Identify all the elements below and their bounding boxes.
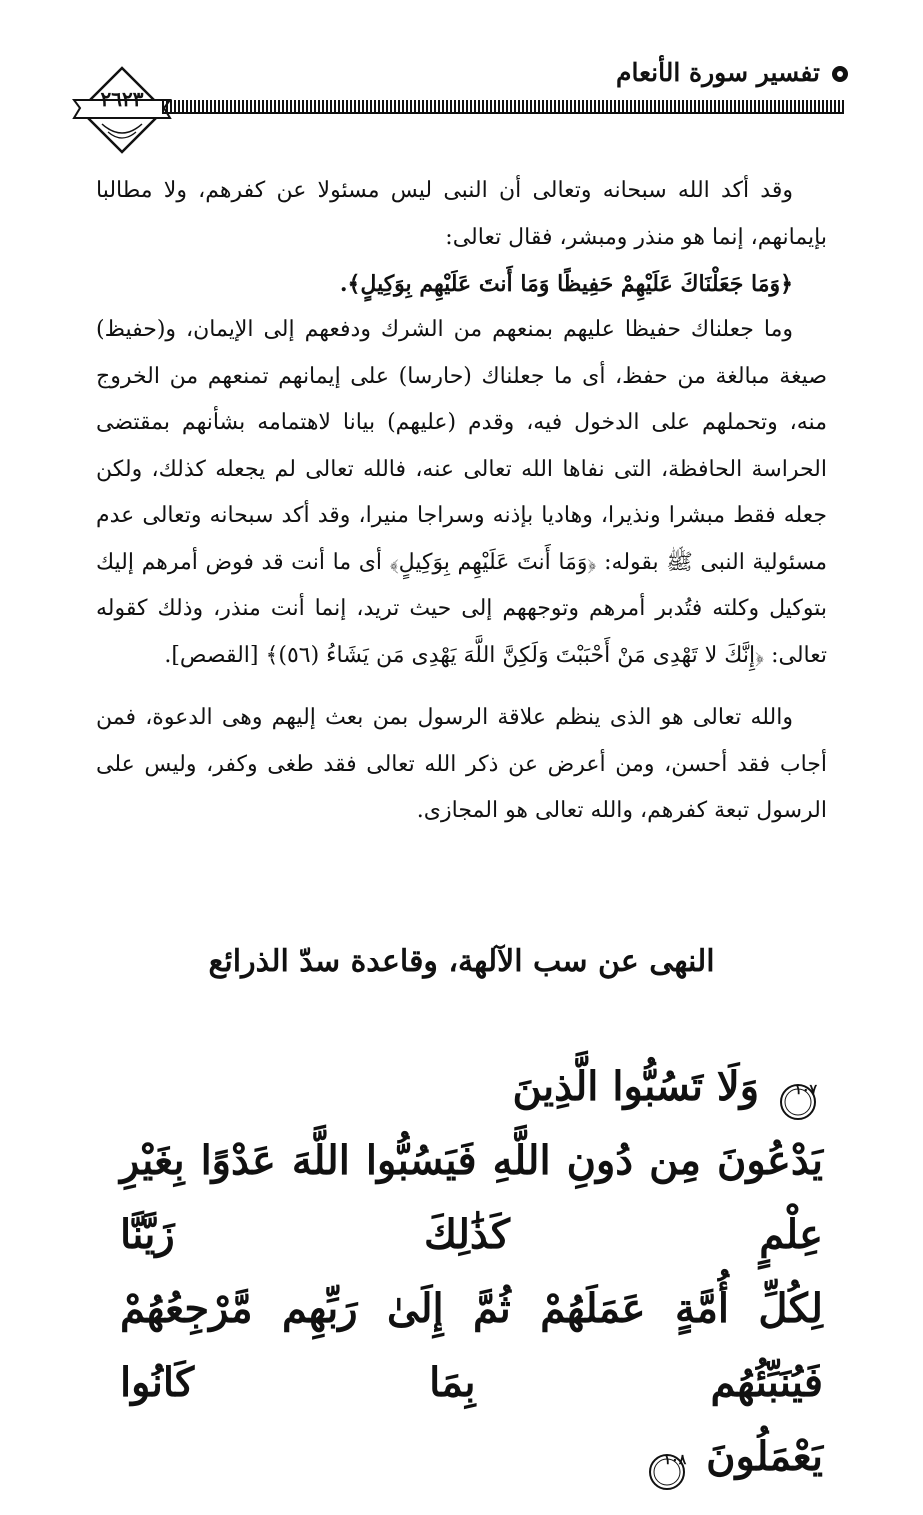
header-rule-line <box>162 112 844 114</box>
quran-line-4 <box>120 1420 823 1494</box>
ayah-marker <box>648 1441 686 1479</box>
page-number: ٢٦٢٣ <box>100 87 144 111</box>
quran-line-3: لِكُلِّ أُمَّةٍ عَمَلَهُمْ ثُمَّ إِلَىٰ رَبِّهِم مَّرْجِعُهُمْ فَيُنَبِّئُهُم بِمَا كَانُوا <box>120 1285 823 1406</box>
quran-text: وَلَا تَسُبُّوا الَّذِينَ <box>512 1063 760 1110</box>
section-title: النهى عن سب الآلهة، وقاعدة سدّ الذرائع <box>208 944 715 979</box>
quran-passage <box>120 1050 823 1494</box>
ayah-number: ١٠٨ <box>663 1452 687 1468</box>
paragraph-3: والله تعالى هو الذى ينظم علاقة الرسول بمن بعث إليهم وهى الدعوة، فمن أجاب فقد أحسن، ومن أعرض عن ذكر الله تعالى فقد طغى وكفر، وليس على الرسول تبعة كفرهم، والله تعالى هو المجازى. <box>96 705 827 823</box>
page-number-badge <box>72 62 172 162</box>
quoted-verse: ﴿وَمَا جَعَلْنَاكَ عَلَيْهِمْ حَفِيظًا وَمَا أَنتَ عَلَيْهِم بِوَكِيلٍ﴾. <box>339 271 793 297</box>
paragraph-1: وقد أكد الله سبحانه وتعالى أن النبى ليس مسئولا عن كفرهم، ولا مطالبا بإيمانهم، إنما هو منذر ومبشر، فقال تعالى: <box>96 178 827 250</box>
quran-text: يَعْمَلُونَ <box>706 1433 823 1480</box>
quran-line-2: يَدْعُونَ مِن دُونِ اللَّهِ فَيَسُبُّوا اللَّهَ عَدْوًا بِغَيْرِ عِلْمٍ كَذَٰلِكَ زَيَّنَّا <box>120 1137 823 1258</box>
header-rule <box>162 100 844 112</box>
page-header <box>72 52 862 162</box>
quran-line-1 <box>120 1050 823 1124</box>
body-text <box>96 168 827 835</box>
ayah-number: ١٠٧ <box>794 1082 817 1098</box>
paragraph-2: وما جعلناك حفيظا عليهم بمنعهم من الشرك ودفعهم إلى الإيمان، و(حفيظ) صيغة مبالغة من حفظ، أى ما جعلناك (حارسا) على إيمانهم تمنعهم من الخروج منه، وتحملهم على الدخول فيه، وقدم (عليهم) بيانا لاهتمامه بشأنهم بمقتضى الحراسة الحافظة، التى نفاها الله تعالى عنه، فالله تعالى لم يجعله كذلك، ولكن جعله فقط مبشرا ونذيرا، وهاديا بإذنه وسراجا منيرا، وقد أكد سبحانه وتعالى عدم مسئولية النبى ﷺ بقوله: ﴿وَمَا أَنتَ عَلَيْهِم بِوَكِيلٍ﴾ أى ما أنت قد فوض أمرهم إليك بتوكيل وكلته فتُدبر أمرهم وتوجههم إلى حيث تريد، إنما أنت منذر، وذلك كقوله تعالى: ﴿إِنَّكَ لا تَهْدِى مَنْ أَحْبَبْتَ وَلَكِنَّ اللَّهَ يَهْدِى مَن يَشَاءُ (٥٦)﴾ [القصص]. <box>96 317 827 668</box>
running-title: تفسير سورة الأنعام <box>616 58 820 87</box>
ayah-marker <box>779 1071 817 1109</box>
ornament-icon <box>830 64 850 84</box>
